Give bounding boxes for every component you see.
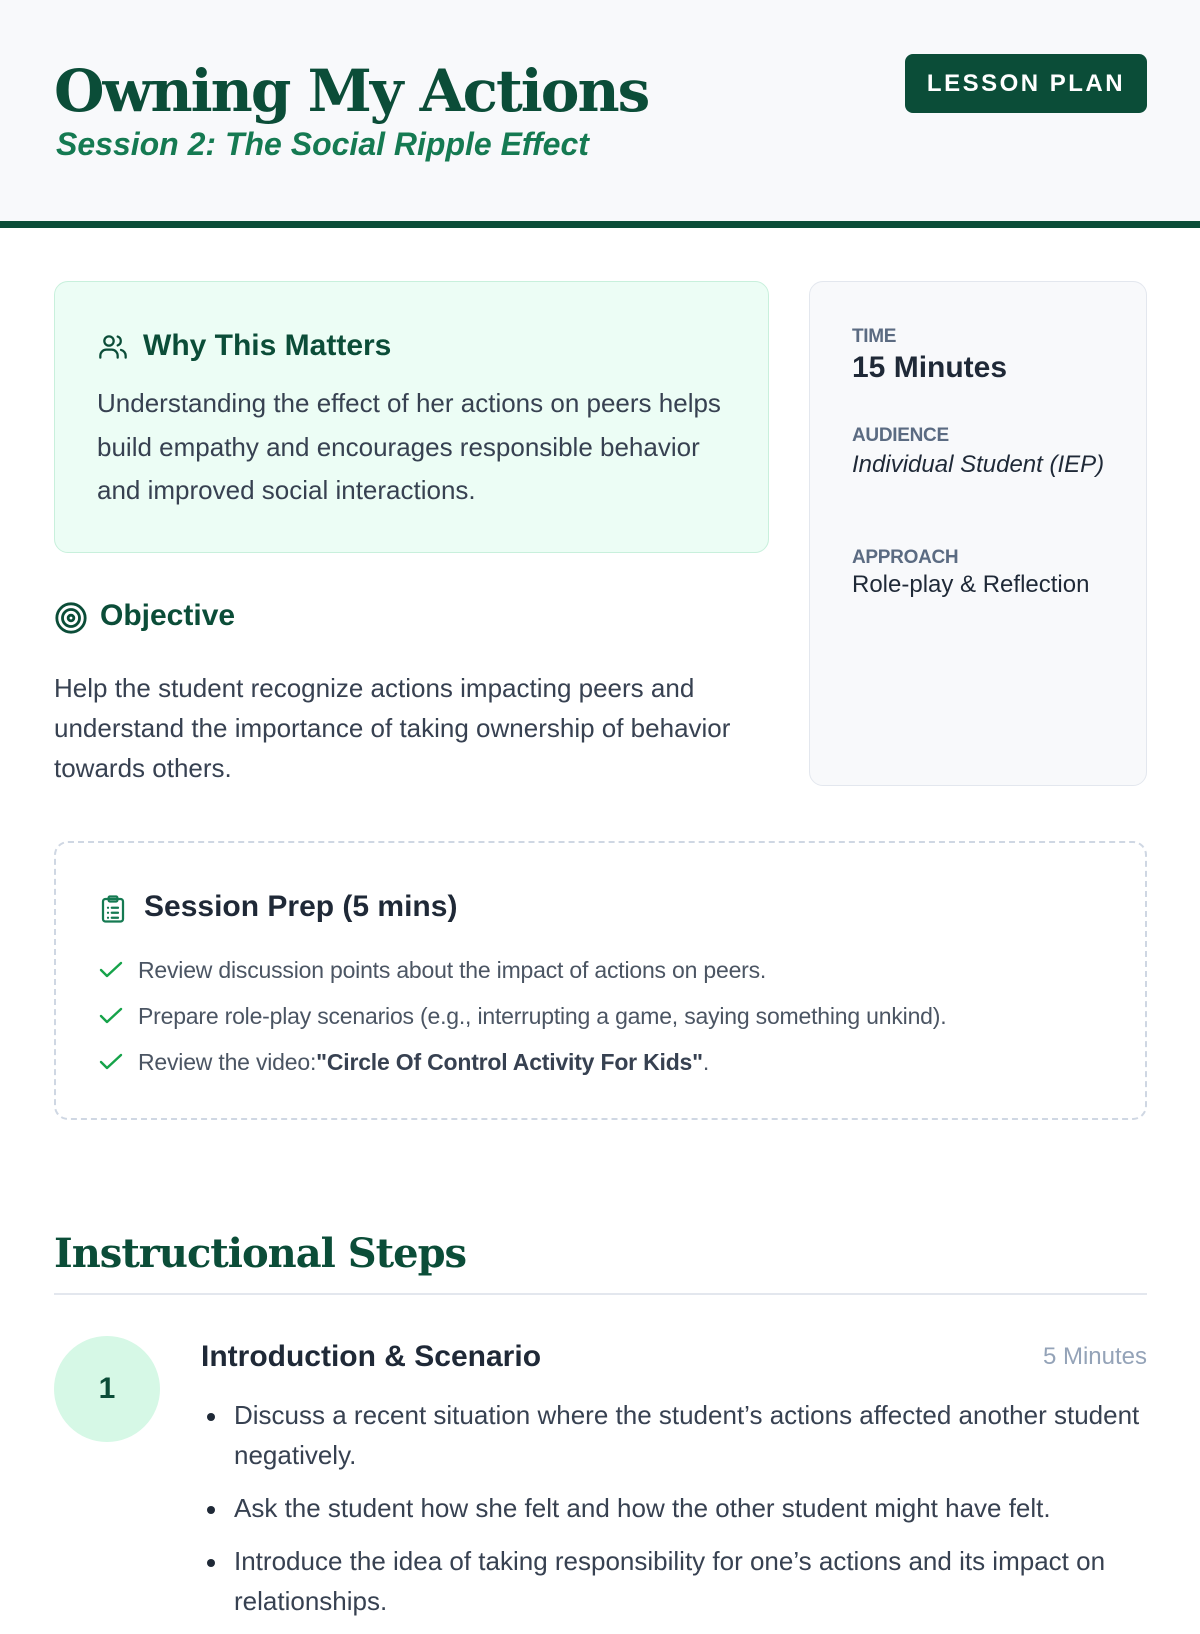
lesson-info-card: [809, 281, 1147, 786]
audience-label: AUDIENCE: [852, 425, 949, 446]
clipboard-icon: [98, 893, 128, 925]
session-prep-card: [54, 841, 1147, 1120]
check-icon: [98, 960, 124, 980]
prep-item-text: Prepare role-play scenarios (e.g., interrupting a game, saying something unkind).: [138, 1002, 947, 1029]
video-title: "Circle Of Control Activity For Kids": [316, 1048, 703, 1075]
audience-value: Individual Student (IEP): [852, 451, 1105, 478]
divider: [54, 1293, 1147, 1295]
users-icon: [97, 331, 129, 363]
prep-item-lead: Review the video:: [138, 1048, 317, 1075]
page-title: Owning My Actions: [54, 57, 649, 125]
step-bullet: Introduce the idea of taking responsibility for one’s actions and its impact on relationships.: [201, 1541, 1147, 1621]
time-value: 15 Minutes: [852, 351, 1008, 384]
target-icon: [54, 601, 88, 635]
why-this-matters-body: Understanding the effect of her actions on peers helps build empathy and encourages responsible behavior and improved social interactions.: [97, 388, 721, 505]
step-bullet-list: [201, 1395, 1147, 1634]
prep-item-text: [138, 1049, 709, 1076]
prep-list-item: [98, 1046, 709, 1078]
prep-item-text: Review discussion points about the impact of actions on peers.: [138, 956, 767, 983]
approach-value: Role-play & Reflection: [852, 571, 1090, 598]
step-bullet: Ask the student how she felt and how the other student might have felt.: [201, 1488, 1147, 1528]
check-icon: [98, 1006, 124, 1026]
approach-label: APPROACH: [852, 547, 959, 568]
why-this-matters-card: [54, 281, 769, 553]
instructional-steps-title: Instructional Steps: [54, 1230, 467, 1277]
prep-list-item: [98, 1000, 946, 1032]
why-this-matters-title: Why This Matters: [143, 329, 392, 362]
objective-body: Help the student recognize actions impacting peers and understand the importance of taking ownership of behavior towards others.: [54, 673, 731, 783]
session-prep-title: Session Prep (5 mins): [144, 890, 458, 923]
session-subtitle: Session 2: The Social Ripple Effect: [56, 126, 589, 162]
step-title: Introduction & Scenario: [201, 1340, 542, 1373]
step-duration: 5 Minutes: [1042, 1343, 1147, 1370]
time-label: TIME: [852, 326, 897, 347]
objective-title: Objective: [100, 599, 236, 632]
lesson-plan-badge: LESSON PLAN: [905, 54, 1147, 113]
step-number-badge: 1: [54, 1336, 160, 1442]
prep-item-suffix: .: [702, 1048, 710, 1075]
check-icon: [98, 1052, 124, 1072]
prep-list-item: [98, 954, 766, 986]
step-bullet: Discuss a recent situation where the student’s actions affected another student negatively.: [201, 1395, 1147, 1475]
page-header: [0, 0, 1200, 228]
